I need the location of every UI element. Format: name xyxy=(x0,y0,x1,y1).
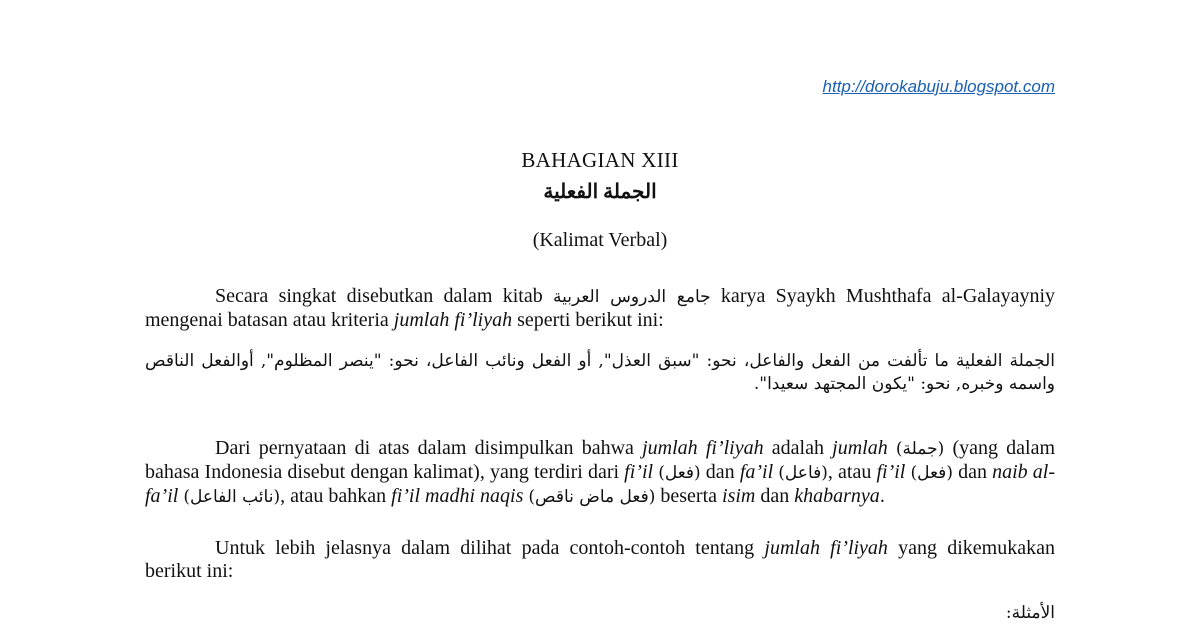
text: Untuk lebih jelasnya dalam dilihat pada contoh-contoh tentang xyxy=(215,537,765,559)
text: dan xyxy=(755,485,795,507)
arabic-term: (فعل ماض ناقص) xyxy=(528,487,656,507)
italic-term: jumlah fi’liyah xyxy=(642,437,764,459)
text: adalah xyxy=(763,437,833,459)
arabic-term: (نائب الفاعل) xyxy=(183,487,281,507)
text: , atau xyxy=(827,461,877,483)
italic-term: khabarnya xyxy=(794,485,880,507)
text: (yang dalam bahasa Indonesia disebut dengan kalimat), yang terdiri dari xyxy=(145,437,1056,483)
arabic-term: (فاعل) xyxy=(778,463,828,483)
arabic-quote: الجملة الفعلية ما تألفت من الفعل والفاعل، نحو: "سبق العذل", أو الفعل ونائب الفاعل، نحو: "ينصر المظلوم", أوالفعل الناقص واسمه وخبره, نحو: "يكون المجتهد سعيدا". xyxy=(145,351,1055,394)
text: , atau bahkan xyxy=(280,485,392,507)
italic-term: fa’il xyxy=(739,461,774,483)
italic-term: jumlah xyxy=(832,437,888,459)
blog-link[interactable]: http://dorokabuju.blogspot.com xyxy=(822,77,1055,96)
italic-term: isim xyxy=(722,485,756,507)
paragraph-examples-intro xyxy=(145,537,1055,583)
italic-term: fi’il xyxy=(876,461,906,483)
text: dan xyxy=(700,461,740,483)
italic-term: fi’il xyxy=(624,461,654,483)
italic-term: naib al-fa’il xyxy=(145,461,1055,507)
paragraph-conclusion xyxy=(145,437,1055,509)
text: yang dikemukakan berikut ini: xyxy=(145,537,1055,582)
text: seperti berikut ini: xyxy=(512,309,664,331)
paragraph-intro xyxy=(145,285,1055,332)
arabic-term: (فعل) xyxy=(658,463,701,483)
italic-term: fi’il madhi naqis xyxy=(391,485,524,507)
examples-label: الأمثلة: xyxy=(1005,603,1055,623)
arabic-term: (فعل) xyxy=(910,463,953,483)
italic-term: jumlah fi’liyah xyxy=(764,537,888,559)
text: Dari pernyataan di atas dalam disimpulkan bahwa xyxy=(215,437,643,459)
text: Secara singkat disebutkan dalam kitab xyxy=(215,285,553,307)
arabic-title: الجملة الفعلية xyxy=(543,181,657,203)
text: karya Syaykh Mushthafa al-Galayayniy mengenai batasan atau kriteria xyxy=(145,285,1056,331)
text: beserta xyxy=(655,485,723,507)
text: . xyxy=(879,485,885,507)
subtitle: (Kalimat Verbal) xyxy=(532,229,668,251)
text: dan xyxy=(952,461,993,483)
chapter-heading: BAHAGIAN XIII xyxy=(521,148,679,172)
italic-term: jumlah fi’liyah xyxy=(393,309,513,331)
arabic-book-title: جامع الدروس العربية xyxy=(552,287,711,307)
arabic-term: (جملة) xyxy=(895,439,945,459)
